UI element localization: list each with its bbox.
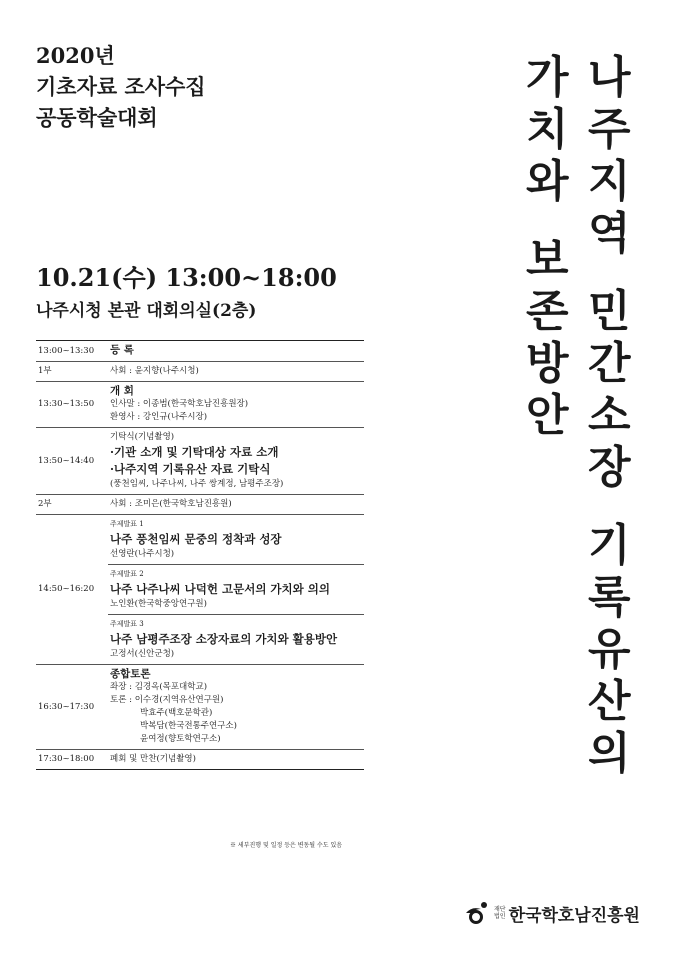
title-char: 방 <box>526 338 569 389</box>
table-row <box>36 515 364 665</box>
table-row <box>36 665 364 750</box>
table-row <box>36 750 364 770</box>
program-cell: 폐회 및 만찬(기념촬영) <box>108 750 364 770</box>
time-cell: 14:50~16:20 <box>36 515 108 665</box>
event-title <box>36 40 206 133</box>
time-cell: 17:30~18:00 <box>36 750 108 770</box>
program-cell: 등 록 <box>108 341 364 362</box>
title-char: 가 <box>526 52 569 103</box>
title-char: 산 <box>588 676 631 727</box>
time-cell: 13:00~13:30 <box>36 341 108 362</box>
title-char: 지 <box>588 156 631 207</box>
title-char: 록 <box>588 572 631 623</box>
event-name: 공동학술대회 <box>36 105 158 130</box>
event-year: 2020년 <box>36 43 115 68</box>
title-char: 나 <box>588 52 631 103</box>
program-cell <box>108 515 364 665</box>
time-cell: 13:50~14:40 <box>36 428 108 495</box>
logo-mark-icon <box>464 900 490 926</box>
title-char: 주 <box>588 104 631 155</box>
title-char: 소 <box>588 390 631 441</box>
logo-foundation-label: 재단 법인 <box>494 906 506 920</box>
title-char: 안 <box>526 390 569 441</box>
table-row <box>36 341 364 362</box>
program-cell: 기탁식(기념촬영) ·기관 소개 및 기탁대상 자료 소개 ·나주지역 기록유산 자료 기탁식 (풍천임씨, 나주나씨, 나주 쌍계정, 남평주조장) <box>108 428 364 495</box>
table-row <box>36 382 364 428</box>
title-char: 보 <box>526 234 569 285</box>
presentation-2: 주제발표 2 나주 나주나씨 나덕헌 고문서의 가치와 의의 노인환(한국학중앙연구원) <box>108 564 364 611</box>
program-cell: 개 회 인사말 : 이종범(한국학호남진흥원장) 환영사 : 강인규(나주시장) <box>108 382 364 428</box>
title-char: 역 <box>588 208 631 259</box>
title-char: 간 <box>588 338 631 389</box>
title-char: 의 <box>588 728 631 779</box>
title-char: 민 <box>588 286 631 337</box>
time-cell: 1부 <box>36 362 108 382</box>
event-subtitle: 기초자료 조사수집 <box>36 74 206 99</box>
title-char: 장 <box>588 442 631 493</box>
title-char: 기 <box>588 520 631 571</box>
table-row <box>36 495 364 515</box>
program-cell: 종합토론 좌장 : 김경옥(목포대학교) 토론 : 이수경(지역유산연구원) 박효주(백호문학관) 박복담(한국전통주연구소) 윤여정(향토학연구소) <box>108 665 364 750</box>
schedule-table <box>36 340 364 770</box>
organization-logo <box>464 900 640 926</box>
presentation-1: 주제발표 1 나주 풍천임씨 문중의 정착과 성장 선영란(나주시청) <box>110 520 282 559</box>
time-cell: 16:30~17:30 <box>36 665 108 750</box>
title-char: 유 <box>588 624 631 675</box>
presentation-3: 주제발표 3 나주 남평주조장 소장자료의 가치와 활용방안 고정서(신안군청) <box>108 614 364 661</box>
main-title-right-column <box>588 52 631 780</box>
title-char: 치 <box>526 104 569 155</box>
time-cell: 13:30~13:50 <box>36 382 108 428</box>
logo-organization-name: 한국학호남진흥원 <box>508 905 640 926</box>
time-cell: 2부 <box>36 495 108 515</box>
event-datetime: 10.21(수) 13:00~18:00 <box>36 263 337 292</box>
program-cell: 사회 : 윤지향(나주시청) <box>108 362 364 382</box>
main-title-left-column <box>526 52 569 442</box>
program-cell: 사회 : 조미은(한국학호남진흥원) <box>108 495 364 515</box>
schedule-note: ※ 세부진행 및 일정 등은 변동될 수도 있음 <box>230 842 343 849</box>
title-char: 존 <box>526 286 569 337</box>
table-row <box>36 428 364 495</box>
event-venue: 나주시청 본관 대회의실(2층) <box>36 301 257 321</box>
table-row <box>36 362 364 382</box>
title-char: 와 <box>526 156 569 207</box>
